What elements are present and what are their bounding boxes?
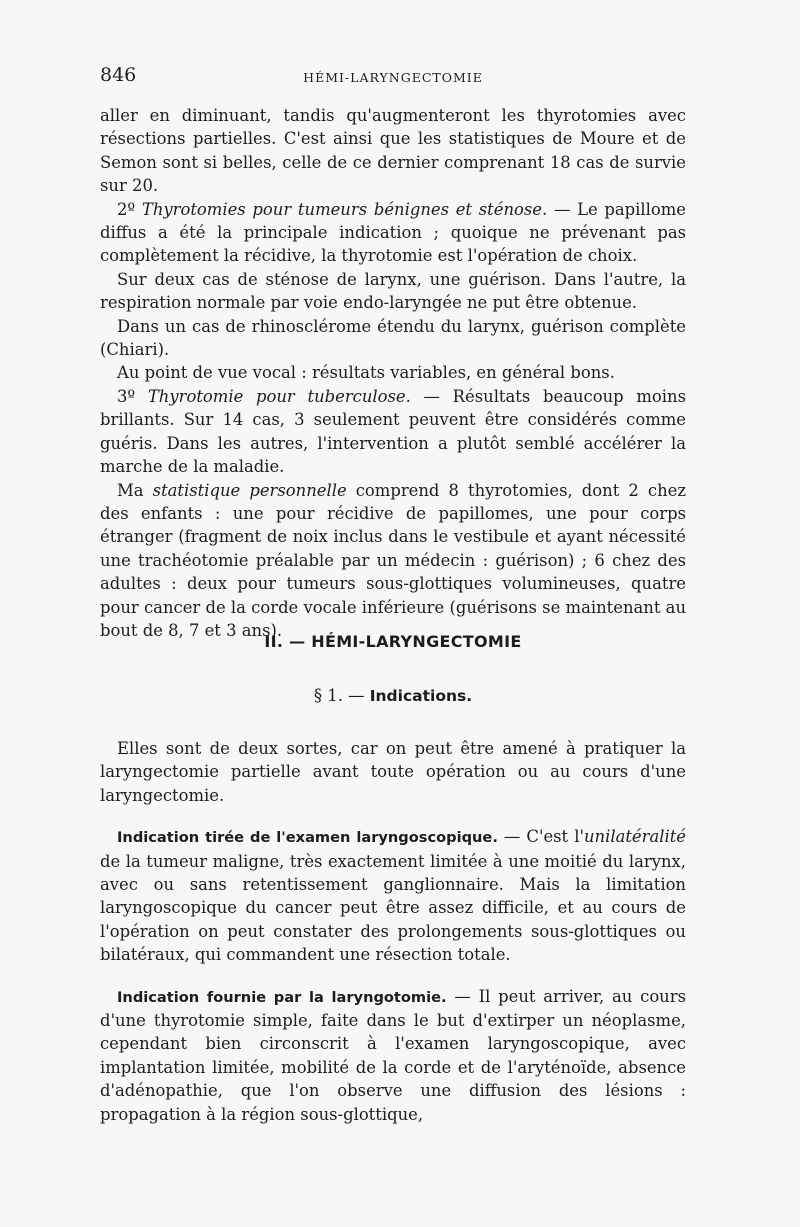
paragraph [100, 737, 686, 807]
paragraph-text: aller en diminuant, tandis qu'augmenteront les thyrotomies avec résections partielles. C'est ainsi que les statistiques de Moure et de Semon sont si belles, celle de ce dernier comprenant 18 cas de survie sur 20. [100, 106, 686, 196]
page-header [100, 64, 686, 90]
subsection-title [100, 686, 686, 705]
paragraph-text: Sur deux cas de sténose de larynx, une guérison. Dans l'autre, la respiration normale par voie endo-laryngée ne put être obtenue. [100, 269, 686, 313]
paragraph-text: comprend 8 thyrotomies, dont 2 chez des enfants : une pour récidive de papillomes, une pour corps étranger (fragment de noix inclus dans le vestibule et ayant nécessité une trachéotomie préalable par un médecin : guérison) ; 6 chez des adultes : deux pour tumeurs sous-glottiques volumineuses, quatre pour cancer de la corde vocale inférieure (guérisons se maintenant au bout de 8, 7 et 3 ans). [100, 480, 687, 640]
paragraph-lead: Indication tirée de l'examen laryngoscopique. [117, 829, 498, 847]
paragraph [100, 385, 686, 479]
item-number: 2º [117, 199, 136, 219]
paragraph [100, 825, 686, 966]
paragraph-text: Au point de vue vocal : résultats variables, en général bons. [117, 363, 615, 383]
text-block-thyrotomy [100, 104, 686, 642]
item-title: Thyrotomies pour tumeurs bénignes et sténose. [141, 199, 548, 219]
paragraph [100, 479, 686, 643]
paragraph [100, 361, 686, 384]
subsection-number: § 1. — [313, 686, 370, 705]
paragraph-text: — Résultats beaucoup moins brillants. Sur 14 cas, 3 seulement peuvent être considérés comme guéris. Dans les autres, l'intervention a plutôt semblé accélérer la marche de la maladie. [100, 386, 686, 477]
paragraph-text: — Le papillome diffus a été la principale indication ; quoique ne prévenant pas complètement la récidive, la thyrotomie est l'opération de choix. [100, 199, 686, 266]
page-number: 846 [100, 64, 137, 86]
item-number: 3º [117, 386, 136, 406]
paragraph [100, 104, 686, 198]
paragraph-text: Elles sont de deux sortes, car on peut être amené à pratiquer la laryngectomie partielle avant toute opération ou au cours d'une laryngectomie. [100, 739, 686, 805]
running-title: HÉMI-LARYNGECTOMIE [303, 70, 483, 85]
paragraph-text: — Il peut arriver, au cours d'une thyrotomie simple, faite dans le but d'extirper un néoplasme, cependant bien circonscrit à l'examen laryngoscopique, avec implantation limitée, mobilité de la corde et de l'aryténoïde, absence d'adénopathie, que l'on observe une diffusion des lésions : propagation à la région sous-glottique, [100, 986, 686, 1124]
paragraph-text: — C'est l' [497, 827, 584, 847]
section-title: II. — HÉMI-LARYNGECTOMIE [264, 632, 522, 651]
item-title: Thyrotomie pour tuberculose. [147, 386, 411, 406]
paragraph [100, 198, 686, 268]
paragraph-text: Dans un cas de rhinosclérome étendu du larynx, guérison complète (Chiari). [100, 316, 686, 360]
paragraph [100, 315, 686, 362]
text-block-indications [100, 737, 686, 1126]
paragraph-text: de la tumeur maligne, très exactement limitée à une moitié du larynx, avec ou sans retentissement ganglionnaire. Mais la limitation laryngoscopique du cancer peut être assez difficile, et au cours de l'opération on peut constater des prolongements sous-glottiques ou bilatéraux, qui commandent une résection totale. [100, 851, 686, 965]
paragraph-text: Ma [117, 480, 153, 500]
item-title: statistique personnelle [152, 480, 347, 500]
paragraph [100, 268, 686, 315]
paragraph [100, 985, 686, 1126]
emphasis-text: unilatéralité [583, 827, 687, 847]
paragraph-lead: Indication fournie par la laryngotomie. [117, 988, 447, 1006]
subsection-label: Indications. [369, 687, 473, 705]
